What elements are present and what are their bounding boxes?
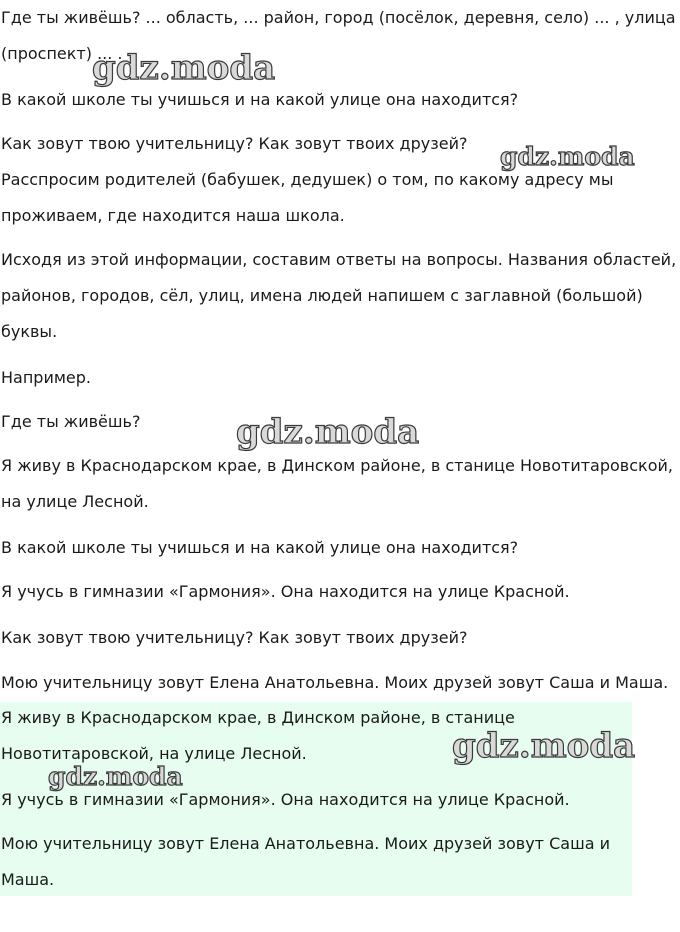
text-line: Где ты живёшь? <box>1 412 141 431</box>
text-line: районов, городов, сёл, улиц, имена людей напишем с заглавной (большой) <box>1 286 643 305</box>
text-line: В какой школе ты учишься и на какой улице она находится? <box>1 90 519 109</box>
text-line: Как зовут твою учительницу? Как зовут твоих друзей? <box>1 628 468 647</box>
text-line: В какой школе ты учишься и на какой улице она находится? <box>1 538 519 557</box>
text-line: буквы. <box>1 322 58 341</box>
answer-line: Я живу в Краснодарском крае, в Динском районе, в станице <box>1 708 515 727</box>
text-line: Расспросим родителей (бабушек, дедушек) о том, по какому адресу мы <box>1 170 614 189</box>
text-line: Я учусь в гимназии «Гармония». Она находится на улице Красной. <box>1 582 570 601</box>
answer-line: Маша. <box>1 870 55 889</box>
text-line: Например. <box>1 368 92 387</box>
text-line: Мою учительницу зовут Елена Анатольевна. Моих друзей зовут Саша и Маша. <box>1 673 669 692</box>
watermark: gdz.moda <box>500 142 635 171</box>
answer-line: Мою учительницу зовут Елена Анатольевна. Моих друзей зовут Саша и <box>1 834 610 853</box>
text-line: на улице Лесной. <box>1 492 149 511</box>
watermark: gdz.moda <box>452 726 636 766</box>
text-line: Где ты живёшь? ... область, ... район, город (посёлок, деревня, село) ... , улица <box>1 8 676 27</box>
text-line: проживаем, где находится наша школа. <box>1 206 345 225</box>
watermark: gdz.moda <box>48 762 183 791</box>
answer-line: Я учусь в гимназии «Гармония». Она находится на улице Красной. <box>1 790 570 809</box>
text-line: (проспект) ... . <box>1 44 123 63</box>
watermark: gdz.moda <box>92 48 276 88</box>
text-line: Я живу в Краснодарском крае, в Динском районе, в станице Новотитаровской, <box>1 456 673 475</box>
answer-line: Новотитаровской, на улице Лесной. <box>1 744 307 763</box>
text-line: Как зовут твою учительницу? Как зовут твоих друзей? <box>1 134 468 153</box>
watermark: gdz.moda <box>236 412 420 452</box>
text-line: Исходя из этой информации, составим ответы на вопросы. Названия областей, <box>1 250 677 269</box>
